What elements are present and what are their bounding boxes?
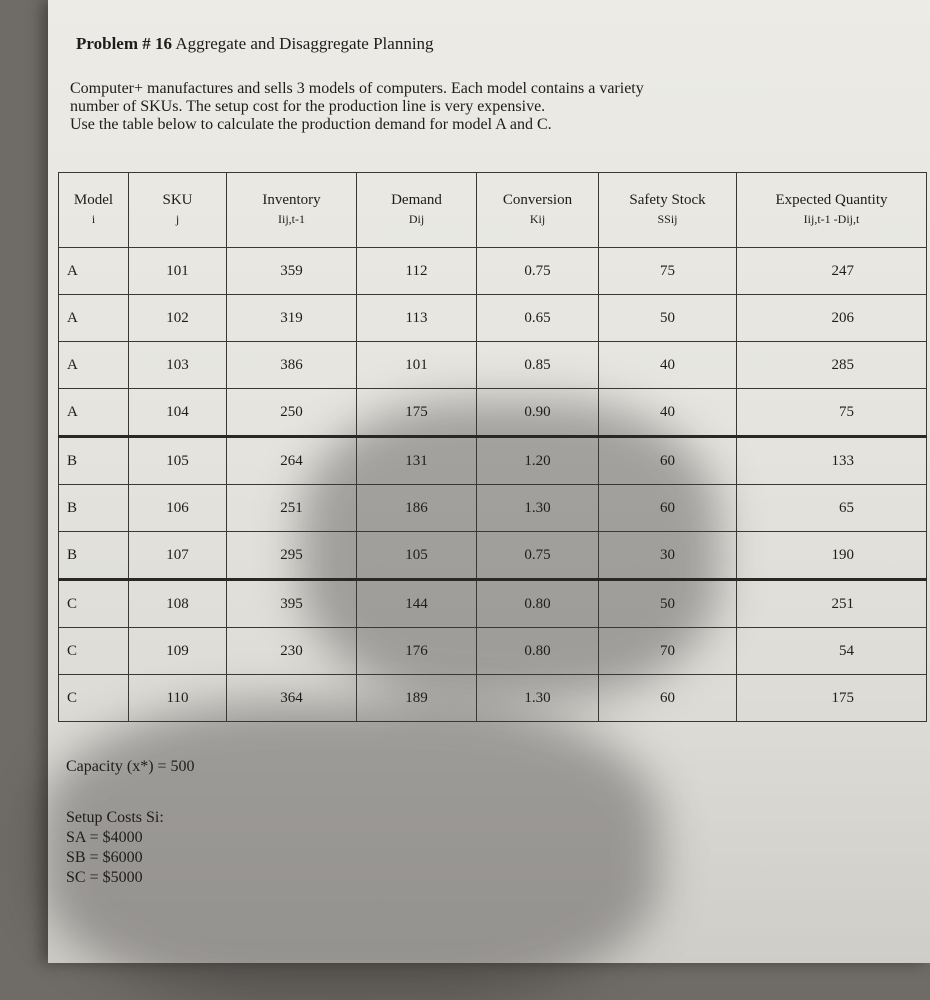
cell-expected-quantity: 175	[737, 675, 927, 722]
planning-table	[58, 172, 927, 722]
cell-inventory: 264	[227, 437, 357, 485]
cell-model: A	[59, 295, 129, 342]
header-conversion: Conversion Kij	[477, 173, 599, 248]
cell-inventory: 230	[227, 628, 357, 675]
cell-model: B	[59, 485, 129, 532]
cell-sku: 108	[129, 580, 227, 628]
problem-label: Problem # 16	[76, 34, 173, 53]
cell-inventory: 295	[227, 532, 357, 580]
cell-conversion: 0.80	[477, 580, 599, 628]
cell-safety-stock: 60	[599, 675, 737, 722]
cell-expected-quantity: 65	[737, 485, 927, 532]
intro-line: Computer+ manufactures and sells 3 models of computers. Each model contains a variety	[70, 80, 644, 97]
header-sku: SKU j	[129, 173, 227, 248]
cell-safety-stock: 60	[599, 437, 737, 485]
cell-model: B	[59, 532, 129, 580]
table-row	[59, 532, 927, 580]
cell-model: C	[59, 675, 129, 722]
cell-conversion: 1.30	[477, 675, 599, 722]
cell-model: C	[59, 580, 129, 628]
cell-expected-quantity: 285	[737, 342, 927, 389]
cell-model: B	[59, 437, 129, 485]
cell-sku: 105	[129, 437, 227, 485]
cell-expected-quantity: 206	[737, 295, 927, 342]
cell-demand: 131	[357, 437, 477, 485]
setup-cost-c: SC = $5000	[66, 869, 143, 886]
cell-demand: 176	[357, 628, 477, 675]
cell-conversion: 0.75	[477, 532, 599, 580]
table-row	[59, 675, 927, 722]
cell-sku: 109	[129, 628, 227, 675]
cell-conversion: 0.85	[477, 342, 599, 389]
cell-inventory: 250	[227, 389, 357, 437]
cell-expected-quantity: 247	[737, 248, 927, 295]
intro-line: number of SKUs. The setup cost for the production line is very expensive.	[70, 98, 546, 115]
cell-sku: 102	[129, 295, 227, 342]
cell-safety-stock: 30	[599, 532, 737, 580]
cell-expected-quantity: 190	[737, 532, 927, 580]
cell-sku: 110	[129, 675, 227, 722]
table-row	[59, 295, 927, 342]
cell-sku: 107	[129, 532, 227, 580]
cell-demand: 189	[357, 675, 477, 722]
cell-inventory: 386	[227, 342, 357, 389]
header-safety-stock: Safety Stock SSij	[599, 173, 737, 248]
cell-inventory: 364	[227, 675, 357, 722]
cell-expected-quantity: 75	[737, 389, 927, 437]
table-row	[59, 389, 927, 437]
cell-conversion: 1.30	[477, 485, 599, 532]
cell-inventory: 319	[227, 295, 357, 342]
cell-model: A	[59, 389, 129, 437]
cell-sku: 103	[129, 342, 227, 389]
setup-costs	[66, 808, 164, 888]
cell-safety-stock: 40	[599, 389, 737, 437]
cell-demand: 112	[357, 248, 477, 295]
intro-paragraph	[70, 80, 850, 134]
header-model: Model i	[59, 173, 129, 248]
cell-safety-stock: 40	[599, 342, 737, 389]
cell-model: A	[59, 342, 129, 389]
cell-safety-stock: 50	[599, 295, 737, 342]
problem-title	[76, 34, 434, 54]
cell-conversion: 1.20	[477, 437, 599, 485]
cell-sku: 104	[129, 389, 227, 437]
cell-safety-stock: 50	[599, 580, 737, 628]
cell-conversion: 0.90	[477, 389, 599, 437]
table-row	[59, 342, 927, 389]
cell-conversion: 0.75	[477, 248, 599, 295]
cell-safety-stock: 70	[599, 628, 737, 675]
cell-demand: 101	[357, 342, 477, 389]
table-row	[59, 580, 927, 628]
cell-expected-quantity: 133	[737, 437, 927, 485]
cell-model: C	[59, 628, 129, 675]
header-demand: Demand Dij	[357, 173, 477, 248]
table-header-row	[59, 173, 927, 248]
cell-model: A	[59, 248, 129, 295]
cell-demand: 105	[357, 532, 477, 580]
cell-conversion: 0.65	[477, 295, 599, 342]
table-row	[59, 485, 927, 532]
cell-sku: 106	[129, 485, 227, 532]
header-inventory: Inventory Iij,t-1	[227, 173, 357, 248]
table-row	[59, 248, 927, 295]
table-row	[59, 437, 927, 485]
cell-expected-quantity: 251	[737, 580, 927, 628]
capacity-text: Capacity (x*) = 500	[66, 758, 195, 775]
cell-demand: 144	[357, 580, 477, 628]
problem-heading: Aggregate and Disaggregate Planning	[175, 34, 434, 53]
cell-demand: 175	[357, 389, 477, 437]
cell-expected-quantity: 54	[737, 628, 927, 675]
cell-inventory: 359	[227, 248, 357, 295]
setup-cost-b: SB = $6000	[66, 849, 143, 866]
cell-sku: 101	[129, 248, 227, 295]
cell-inventory: 395	[227, 580, 357, 628]
setup-costs-title: Setup Costs Si:	[66, 809, 164, 826]
header-expected-quantity: Expected Quantity Iij,t-1 -Dij,t	[737, 173, 927, 248]
cell-inventory: 251	[227, 485, 357, 532]
cell-safety-stock: 75	[599, 248, 737, 295]
cell-safety-stock: 60	[599, 485, 737, 532]
cell-demand: 186	[357, 485, 477, 532]
cell-conversion: 0.80	[477, 628, 599, 675]
setup-cost-a: SA = $4000	[66, 829, 143, 846]
table-row	[59, 628, 927, 675]
cell-demand: 113	[357, 295, 477, 342]
intro-line: Use the table below to calculate the production demand for model A and C.	[70, 116, 552, 133]
